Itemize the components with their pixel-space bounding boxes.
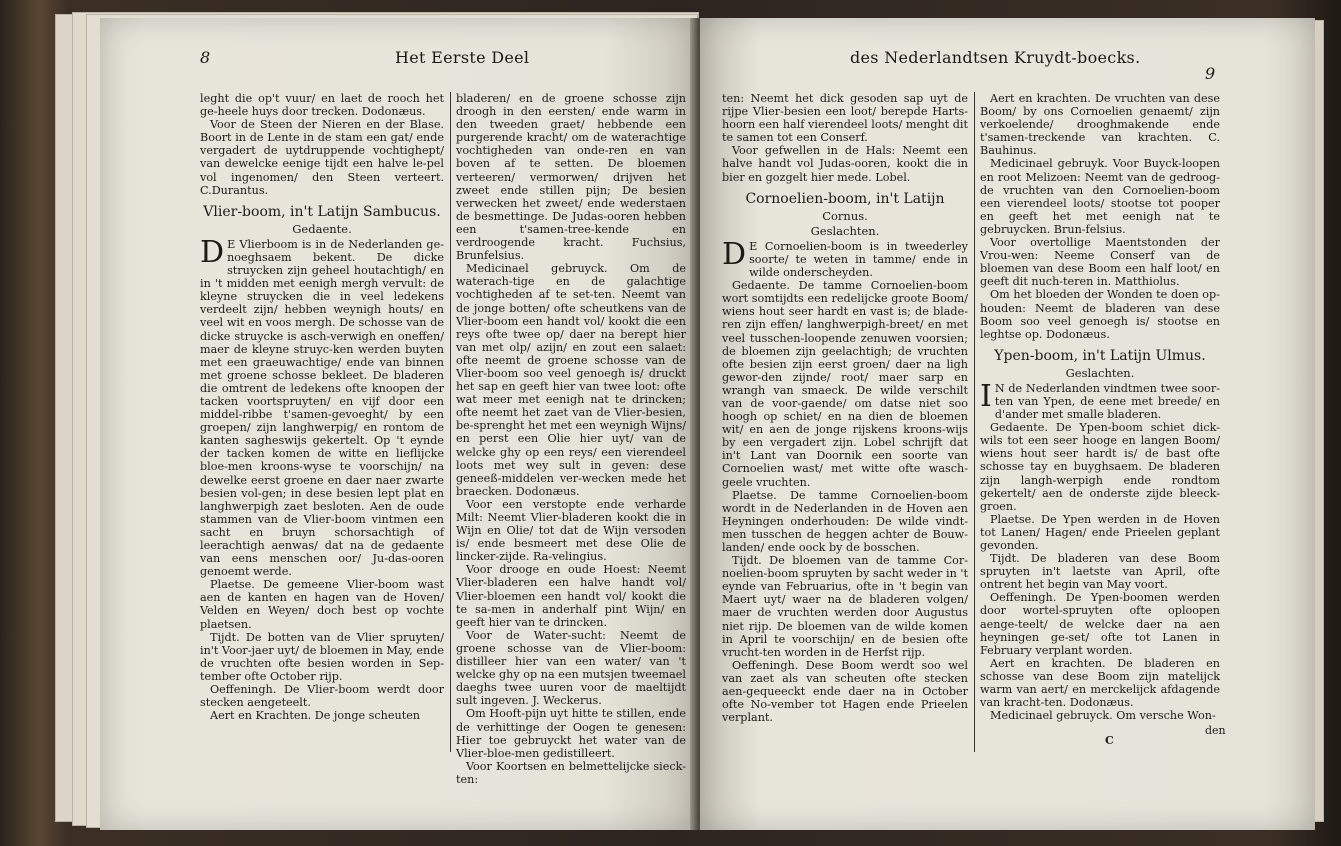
section-heading: Ypen-boom, in't Latijn Ulmus. bbox=[994, 347, 1206, 364]
running-head: Het Eerste Deel bbox=[395, 48, 530, 67]
paragraph: Voor de Water-sucht: Neemt de groene schosse van de Vlier-boom: distilleer hier van een water/ van 't welcke ghy op na een mutsjen tweemael daeghs twee uuren voor de maeltijdt sult ingeven. J. Weckerus. bbox=[456, 628, 686, 708]
paragraph: bladeren/ en de groene schosse zijn droogh in den eersten/ ende warm in den tweeden graet/ hebbende een purgerende kracht/ om de waterachtige vochtigheden van onde-ren en van boven af te setten. De bloemen verteeren/ vermorwen/ drijven het zweet ende stillen pijn; De besien verwecken het zweet/ ende wederstaen de besmettinge. De Judas-ooren hebben een t'samen-tree-kende en verdroogende kracht. Fuchsius, Brunfelsius. bbox=[456, 92, 686, 263]
paragraph: Plaetse. De Ypen werden in de Hoven tot Lanen/ Hagen/ ende Prieelen geplant gevonden. bbox=[980, 512, 1220, 552]
drop-cap: I bbox=[980, 378, 992, 414]
paragraph: Oeffeningh. De Ypen-boomen werden door wortel-spruyten ofte oploopen aenge-teelt/ de welcke daer na aen heyningen ge-set/ ofte tot Lanen in February verplant worden. bbox=[980, 591, 1220, 657]
paragraph: Aert en krachten. De bladeren en schosse van dese Boom zijn matelijck warm van aert/ en merckelijck afdagende van kracht-ten. Dodonæus. bbox=[980, 656, 1220, 710]
paragraph: Gedaente. De tamme Cornoelien-boom wort somtijdts een redelijcke groote Boom/ wiens hout seer hardt en vast is; de blade-ren zijn effen/ langhwerpigh-breet/ en met veel tusschen-loopende zenuwen voorsien; de bloemen zijn geelachtigh; de vruchten ofte besien zijn eerst groen/ daer na ligh gewor-den zijnde/ root/ maer sarp en wrangh van smaeck. De wilde verschilt van de voor-gaende/ om datse niet soo hoogh op schiet/ en na dien de bloemen wit/ en aen de jonge rijskens kroons-wijs by een vergadert zijn. Lobel schrijft dat in't Lant van Doornik een soorte van Cornoelien wast/ met witte ofte wasch-geele vruchten. bbox=[722, 279, 968, 489]
paragraph: Voor de Steen der Nieren en der Blase. Boort in de Lente in de stam een gat/ ende vergadert de uytdruppende vochtighept/ van dewelcke eenige tijdt een halve le-pel vol ingenomen/ den Steen verteert. C.Durantus. bbox=[200, 118, 444, 197]
right-page bbox=[700, 18, 1315, 830]
subheading: Gedaente. bbox=[292, 221, 352, 236]
catchword: den bbox=[1205, 724, 1226, 737]
column-rule bbox=[974, 92, 975, 752]
paragraph: Voor Koortsen en belmettelijcke sieck-ten: bbox=[456, 759, 686, 786]
section-heading: Vlier-boom, in't Latijn Sambucus. bbox=[203, 203, 441, 220]
paragraph bbox=[200, 234, 444, 579]
paragraph: Plaetse. De tamme Cornoelien-boom wordt in de Nederlanden in de Hoven aen Heyningen onderhouden: De wilde vindt-men tusschen de heggen achter de Bouw-landen/ ende oock by de bosschen. bbox=[722, 488, 968, 554]
drop-cap: D bbox=[722, 236, 747, 272]
paragraph: Voor gefwellen in de Hals: Neemt een halve handt vol Judas-ooren, kookt die in bier en gozgelt hier mede. Lobel. bbox=[722, 144, 968, 184]
column-rule bbox=[450, 92, 451, 752]
paragraph: Medicinael gebruyck. Om de waterach-tige en de galachtige vochtigheden af te set-ten. Neemt van de jonge botten/ ofte scheutkens van de Vlier-boom een handt vol/ kookt die een reys ofte twee op/ daer na berept hier van met olp/ azijn/ en zout een salaet: ofte neemt de groene schosse van de Vlier-boom soo veel genoegh is/ druckt het sap en geeft hier van twee loot: ofte wat meer met eenigh nat te drincken; ofte neemt het zaet van de Vlier-besien, be-sprenght het met een weynigh Wijns/ en perst een Olie hier uyt/ van de welcke ghy op een reys/ een vierendeel loots met wey sult in geven: dese geneeß-middelen ver-wecken mede het braecken. Dodonæus. bbox=[456, 262, 686, 498]
text-column-1 bbox=[722, 92, 968, 724]
drop-cap: D bbox=[200, 234, 225, 270]
paragraph bbox=[722, 236, 968, 280]
paragraph: Voor drooge en oude Hoest: Neemt Vlier-bladeren een halve handt vol/ Vlier-bloemen een handt vol/ kookt die te sa-men in anderhalf pint Wijn/ en geeft hier van te drincken. bbox=[456, 563, 686, 629]
paragraph-text: E Cornoelien-boom is in tweederley soorte/ te weten in tamme/ ende in wilde onderscheyden. bbox=[749, 239, 968, 280]
paragraph: Oeffeningh. Dese Boom werdt soo wel van zaet als van scheuten ofte stecken aen-gequeeckt ende daer na in October ofte No-vember tot Hagen ende Prieelen verplant. bbox=[722, 658, 968, 725]
paragraph: Tijdt. De bladeren van dese Boom spruyten in't laetste van April, ofte ontrent het begin van May voort. bbox=[980, 552, 1220, 592]
paragraph: Aert en Krachten. De jonge scheuten bbox=[210, 709, 421, 723]
subheading: Geslachten. bbox=[810, 223, 880, 238]
subheading: Cornus. bbox=[822, 208, 868, 223]
paragraph: ten: Neemt het dick gesoden sap uyt de rijpe Vlier-besien een loot/ berepde Harts-hoorn een half vierendeel loots/ menght dit te samen tot een Conserf. bbox=[722, 92, 968, 145]
paragraph bbox=[980, 378, 1220, 422]
paragraph-text: E Vlierboom is in de Nederlanden ge-noeghsaem bekent. De dicke struycken zijn geheel houtachtigh/ en in 't midden met eenigh mergh vervult: de kleyne struycken die in veel ledekens verdeelt zijn/ hebben weynigh houts/ en veel wit en voos mergh. De schosse van de dicke struycke is asch-verwigh en oneffen/ maer de kleyne struyc-ken werden buyten met een graeuwachtige/ ende van binnen met groene schosse bekleet. De bladeren die omtrent de ledekens ofte knoopen der tacken voortspruyten/ en vijf door een middel-ribbe t'samen-gevoeght/ by een groepen/ zijn langhwerpig/ en rontom de kanten sagheswijs gekertelt. Op 't eynde der tacken komen de witte en lieflijcke bloe-men kroons-wyse te voorschijn/ na dewelke eerst groene en daer naer zwarte besien vol-gen; in dese besien lept plat en langhwerpigh zaet besloten. Aen de oude stammen van de Vlier-boom vintmen een sacht en bruyn schorsachtigh of leerachtigh aenwas/ dat na de gedaente van eens menschen oor/ Ju-das-ooren genoemt werde. bbox=[200, 237, 444, 579]
paragraph-text: N de Nederlanden vindtmen twee soor-ten van Ypen, de eene met breede/ en d'ander met smalle bladeren. bbox=[994, 381, 1220, 422]
paragraph: Tijdt. De botten van de Vlier spruyten/ in't Voor-jaer uyt/ de bloemen in May, ende de vruchten ofte besien worden in Sep-tember ofte October rijp. bbox=[200, 630, 445, 683]
section-heading: Cornoelien-boom, in't Latijn bbox=[745, 190, 945, 207]
text-column-1 bbox=[200, 92, 444, 722]
paragraph: Gedaente. De Ypen-boom schiet dick-wils tot een seer hooge en langen Boom/ wiens hout seer hardt is/ de bast ofte schosse tay en buyghsaem. De bladeren zijn langh-werpigh ende rondtom gekertelt/ aen de onderste zijde bleeck-groen. bbox=[980, 421, 1220, 513]
paragraph: Om Hooft-pijn uyt hitte te stillen, ende de verhittinge der Oogen te genesen: Hier toe gebruyckt het water van de Vlier-bloe-men gedistilleert. bbox=[456, 707, 686, 760]
page-number: 9 bbox=[1205, 64, 1216, 83]
paragraph: Voor overtollige Maentstonden der Vrou-wen: Neeme Conserf van de bloemen van dese Boom een half loot/ en geeft dit nuch-teren in. Matthiolus. bbox=[980, 236, 1220, 289]
paragraph: Aert en krachten. De vruchten van dese Boom/ by ons Cornoelien genaemt/ zijn verkoelende/ drooghmakende ende t'samen-treckende van krachten. C. Bauhinus. bbox=[980, 92, 1220, 158]
paragraph: Tijdt. De bloemen van de tamme Cor-noelien-boom spruyten by sacht weder in 't eynde van Februarius, ofte in 't begin van Maert uyt/ waer na de bladeren volgen/ maer de vruchten werden door Augustus niet rijp. De bloemen van de wilde komen in April te voorschijn/ en de besien ofte vrucht-ten worden in de Herfst rijp. bbox=[722, 554, 968, 659]
paragraph: Medicinael gebruyck. Om versche Won- bbox=[990, 709, 1216, 723]
paragraph: Om het bloeden der Wonden te doen op-houden: Neemt de bladeren van dese Boom soo veel genoegh is/ stootse en leghtse op. Dodonæus. bbox=[980, 288, 1220, 341]
paragraph: Plaetse. De gemeene Vlier-boom wast aen de kanten en hagen van de Hoven/ Velden en Weyen/ doch best op vochte plaetsen. bbox=[200, 578, 444, 631]
text-column-2 bbox=[456, 92, 686, 786]
left-page bbox=[100, 18, 695, 830]
paragraph: leght die op't vuur/ en laet de rooch het ge-heele huys door trecken. Dodonæus. bbox=[200, 92, 444, 119]
signature-mark: C bbox=[1105, 734, 1114, 747]
running-head: des Nederlandtsen Kruydt-boecks. bbox=[850, 48, 1141, 67]
paragraph: Oeffeningh. De Vlier-boom werdt door stecken aengeteelt. bbox=[200, 683, 444, 710]
subheading: Geslachten. bbox=[1065, 365, 1135, 380]
page-number: 8 bbox=[200, 48, 211, 67]
paragraph: Voor een verstopte ende verharde Milt: Neemt Vlier-bladeren kookt die in Wijn en Olie/ tot dat de Wijn versoden is/ ende besmeert met dese Olie de lincker-zijde. Ra-velingius. bbox=[456, 497, 686, 564]
paragraph: Medicinael gebruyk. Voor Buyck-loopen en root Melizoen: Neemt van de gedroog-de vruchten van den Cornoelien-boom een vierendeel loots/ stootse tot pooper en geeft het met eenigh nat te gebruycken. Brun-felsius. bbox=[980, 157, 1220, 236]
text-column-2 bbox=[980, 92, 1220, 722]
